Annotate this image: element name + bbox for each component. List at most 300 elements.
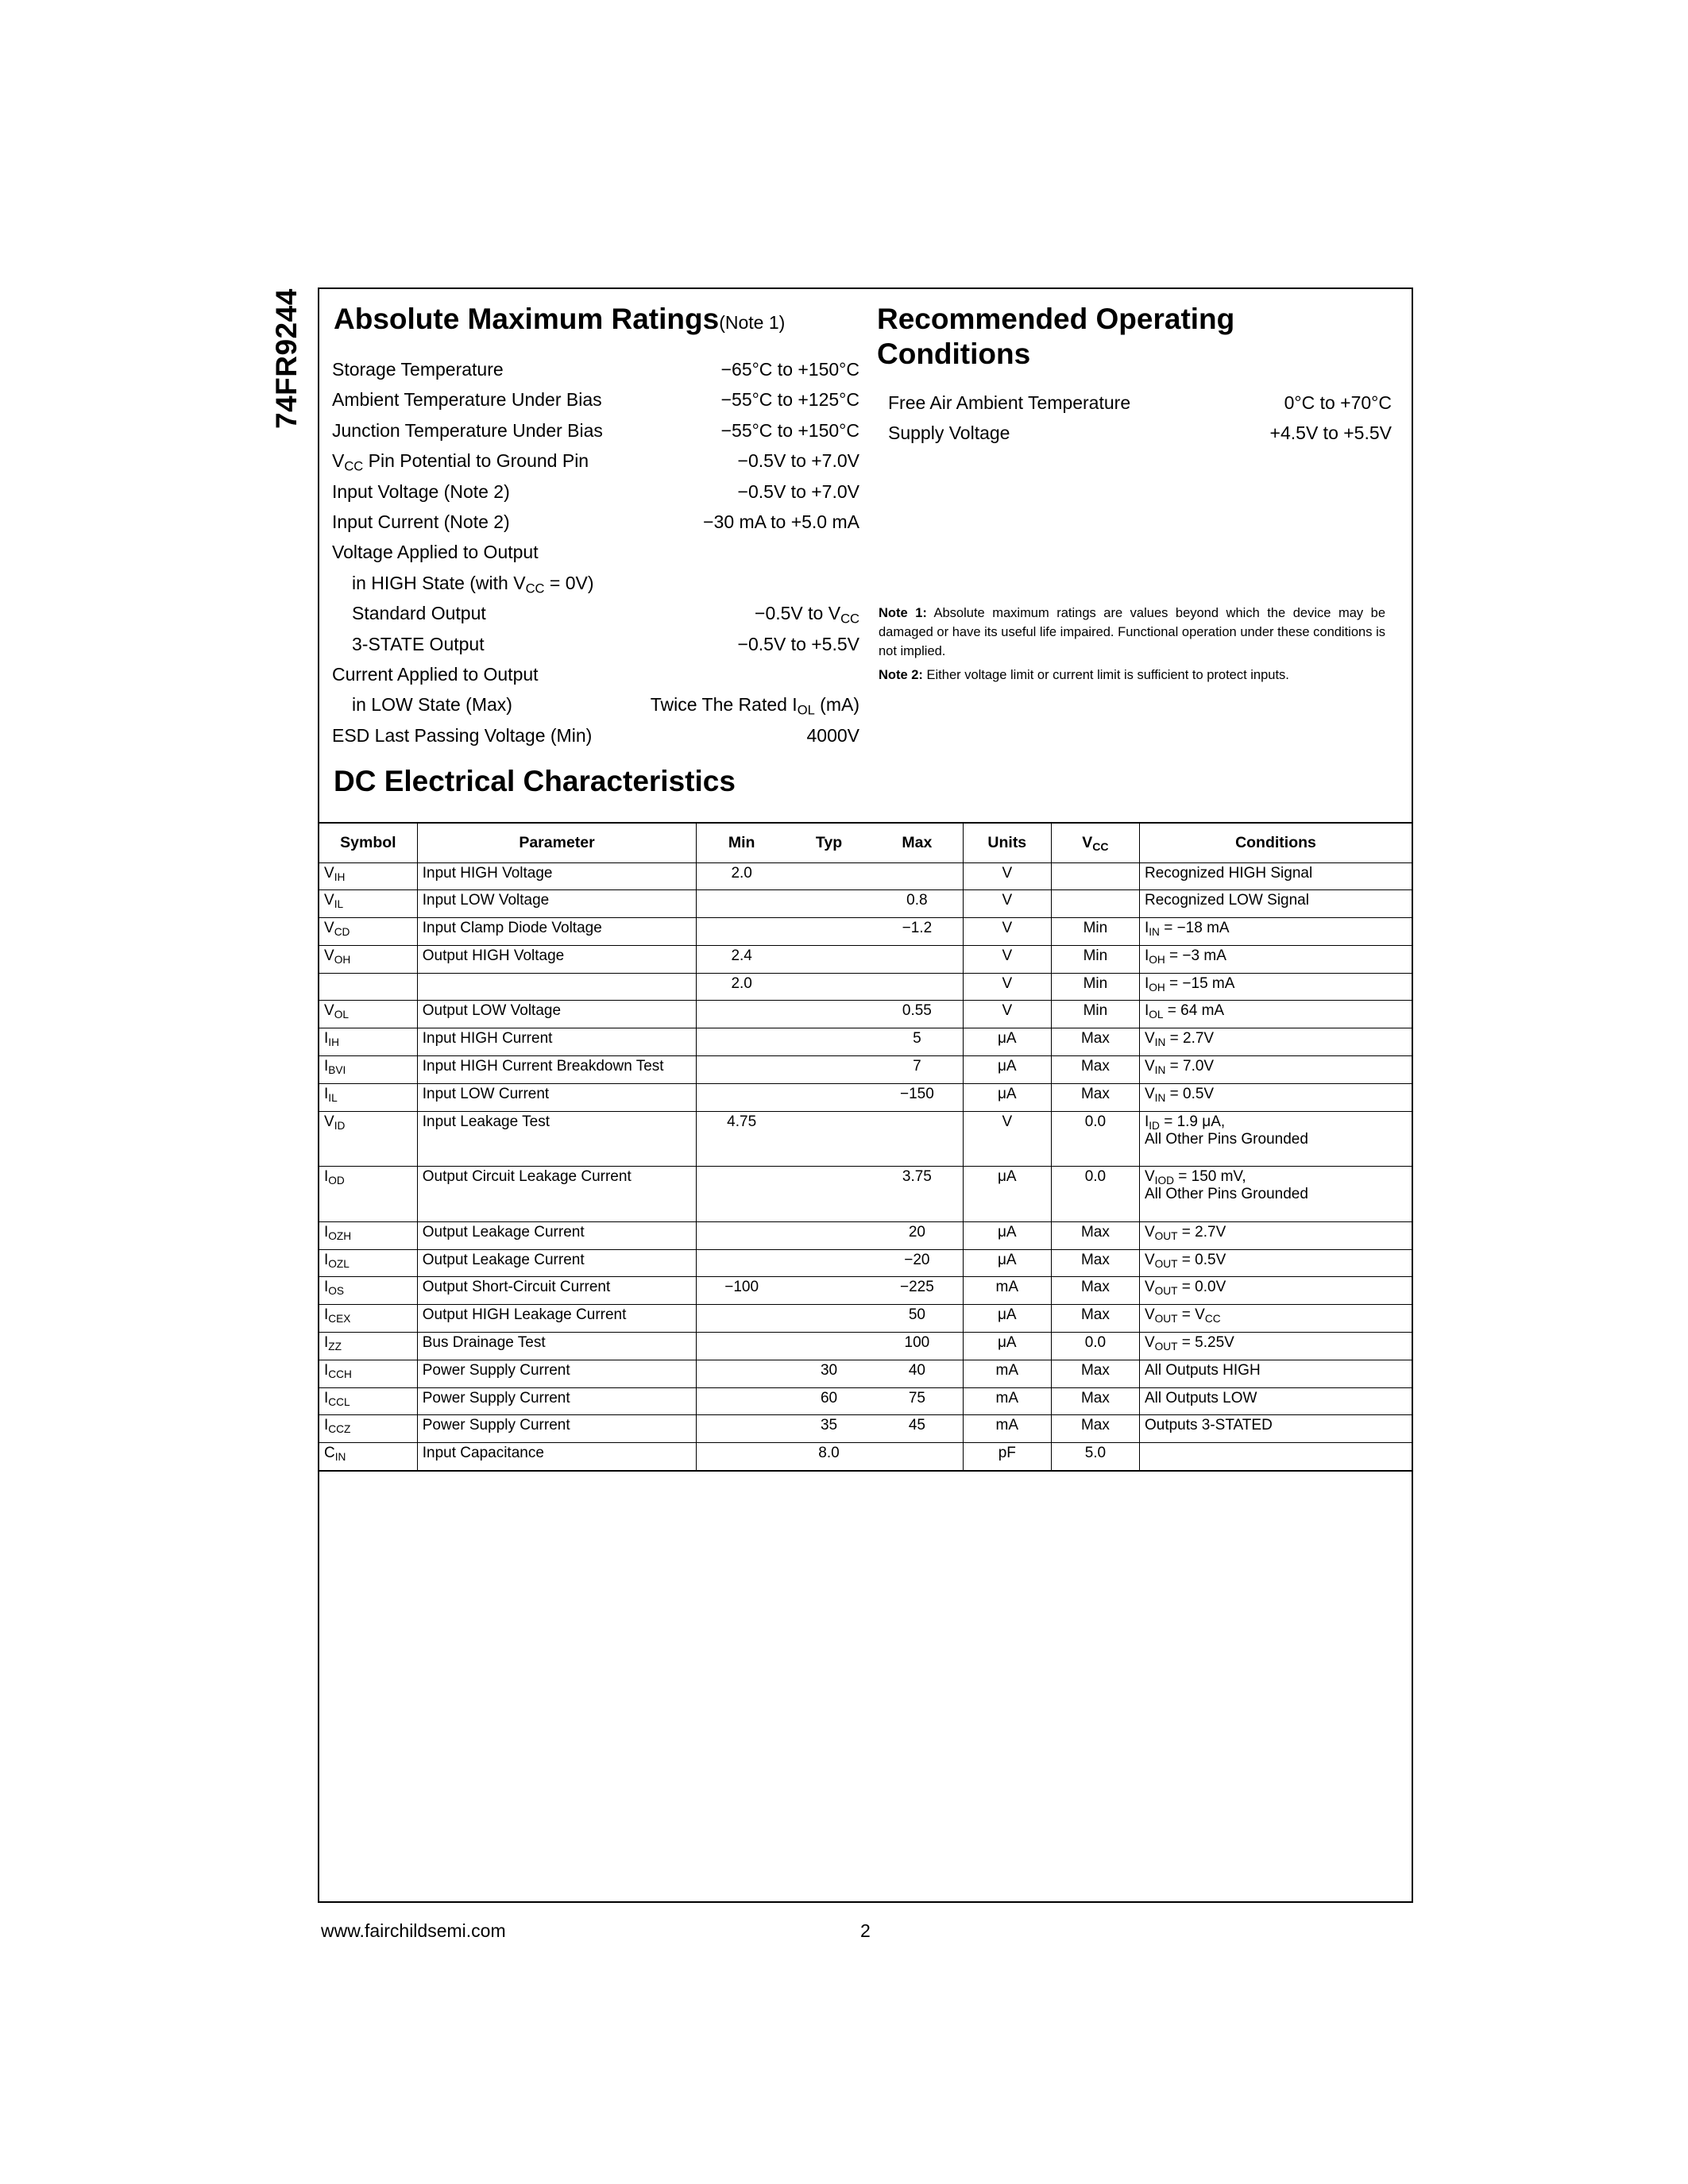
table-row [319, 1083, 1412, 1111]
cell-min [697, 1167, 786, 1222]
cell-conditions [1139, 918, 1412, 946]
table-row [319, 1305, 1412, 1333]
cell-max: 20 [871, 1221, 963, 1249]
condition-line [1145, 1334, 1407, 1352]
cell-symbol [319, 1443, 417, 1471]
cell-conditions: Recognized LOW Signal [1139, 890, 1412, 918]
cell-typ: 60 [786, 1387, 871, 1415]
table-row [319, 1221, 1412, 1249]
cell-min [697, 1360, 786, 1387]
cell-parameter: Input Clamp Diode Voltage [417, 918, 697, 946]
cell-max: 3.75 [871, 1167, 963, 1222]
table-row [319, 1056, 1412, 1084]
rating-row [332, 659, 859, 689]
rating-label: ESD Last Passing Voltage (Min) [332, 724, 593, 746]
cell-symbol [319, 1415, 417, 1443]
cell-symbol [319, 1056, 417, 1084]
cell-parameter: Input HIGH Current [417, 1028, 697, 1056]
condition-main: V [1144, 1334, 1155, 1352]
cell-max [871, 1111, 963, 1167]
header-vcc-sub: CC [1092, 839, 1109, 853]
note-paragraph [879, 666, 1385, 685]
header-vcc-main: V [1082, 833, 1093, 851]
symbol-main: I [324, 1058, 329, 1075]
cell-units: μA [963, 1221, 1051, 1249]
header-min: Min [697, 823, 786, 862]
cell-units: μA [963, 1056, 1051, 1084]
symbol-sub: ID [334, 1119, 346, 1132]
cell-vcc: 0.0 [1051, 1333, 1139, 1360]
cell-max: 40 [871, 1360, 963, 1387]
cell-parameter: Input LOW Current [417, 1083, 697, 1111]
rating-label: Standard Output [352, 603, 486, 624]
cell-symbol [319, 1111, 417, 1167]
cell-max: 50 [871, 1305, 963, 1333]
symbol-main: I [324, 1334, 329, 1352]
cell-typ [786, 918, 871, 946]
condition-line [1145, 1224, 1407, 1241]
cell-parameter: Output Circuit Leakage Current [417, 1167, 697, 1222]
cell-conditions [1139, 1333, 1412, 1360]
rating-label-main: in HIGH State (with V [352, 572, 526, 593]
symbol-main: I [324, 1085, 329, 1102]
cell-conditions: All Outputs HIGH [1139, 1360, 1412, 1387]
cell-units: μA [963, 1305, 1051, 1333]
cell-units: μA [963, 1249, 1051, 1277]
symbol-sub: CCH [328, 1368, 352, 1380]
cell-conditions: Outputs 3-STATED [1139, 1415, 1412, 1443]
symbol-sub: IN [334, 1451, 346, 1464]
cell-parameter: Power Supply Current [417, 1415, 697, 1443]
cell-symbol [319, 1360, 417, 1387]
cell-max: 45 [871, 1415, 963, 1443]
condition-sub: IN [1149, 925, 1160, 938]
symbol-sub: IH [334, 870, 346, 883]
table-row [319, 973, 1412, 1001]
cell-vcc: Max [1051, 1221, 1139, 1249]
cell-symbol [319, 1277, 417, 1305]
cell-max: 75 [871, 1387, 963, 1415]
condition-rest: = V [1177, 1306, 1205, 1324]
rating-label: Input Current (Note 2) [332, 511, 510, 532]
rating-label: in LOW State (Max) [352, 694, 512, 716]
symbol-sub: OZH [328, 1229, 352, 1242]
symbol-main: I [324, 1223, 329, 1241]
rating-value-main: −0.5V to V [755, 603, 841, 624]
symbol-main: V [324, 892, 334, 909]
condition-rest: = 2.7V [1177, 1223, 1226, 1241]
rating-label-main: V [332, 450, 345, 472]
cell-min [697, 1028, 786, 1056]
condition-sub: OH [1149, 953, 1165, 966]
cell-units: V [963, 918, 1051, 946]
condition-sub: OH [1149, 981, 1165, 994]
cell-units: V [963, 1001, 1051, 1028]
cell-min [697, 1083, 786, 1111]
table-row [319, 1387, 1412, 1415]
cell-symbol [319, 1305, 417, 1333]
cell-conditions [1139, 973, 1412, 1001]
condition-sub: IN [1154, 1036, 1166, 1049]
header-vcc [1051, 823, 1139, 862]
symbol-main: V [324, 1002, 334, 1020]
cell-symbol [319, 918, 417, 946]
rating-row [332, 354, 859, 384]
cell-parameter: Output HIGH Leakage Current [417, 1305, 697, 1333]
symbol-sub: OZL [328, 1257, 350, 1270]
rating-value: −55°C to +125°C [720, 389, 859, 411]
cell-typ [786, 862, 871, 890]
condition-line [1145, 947, 1407, 965]
table-row [319, 890, 1412, 918]
cell-max [871, 862, 963, 890]
header-typ: Typ [786, 823, 871, 862]
header-symbol: Symbol [319, 823, 417, 862]
cell-units: μA [963, 1028, 1051, 1056]
cell-symbol [319, 945, 417, 973]
footer-url: www.fairchildsemi.com [321, 1920, 506, 1941]
cell-max: −1.2 [871, 918, 963, 946]
symbol-main: I [324, 1417, 329, 1434]
dc-characteristics-table [319, 822, 1412, 1472]
cell-conditions [1139, 945, 1412, 973]
rating-row [332, 720, 859, 751]
dc-title: DC Electrical Characteristics [334, 765, 736, 797]
cell-parameter: Power Supply Current [417, 1360, 697, 1387]
rating-row [332, 477, 859, 507]
footer-page-number: 2 [860, 1920, 871, 1941]
rec-op-row [888, 388, 1392, 418]
condition-rest: = 7.0V [1165, 1058, 1215, 1075]
condition-rest: = 64 mA [1163, 1002, 1225, 1020]
header-conditions: Conditions [1139, 823, 1412, 862]
symbol-sub: CCL [328, 1395, 350, 1408]
rating-value-main: Twice The Rated I [650, 694, 798, 716]
header-units: Units [963, 823, 1051, 862]
cell-conditions [1139, 1305, 1412, 1333]
note-text: Either voltage limit or current limit is sufficient to protect inputs. [922, 668, 1289, 682]
cell-symbol [319, 1387, 417, 1415]
cell-vcc: Max [1051, 1387, 1139, 1415]
symbol-sub: OL [334, 1009, 349, 1021]
rating-row [332, 598, 859, 628]
cell-parameter: Input HIGH Current Breakdown Test [417, 1056, 697, 1084]
cell-vcc: Max [1051, 1056, 1139, 1084]
table-row [319, 1111, 1412, 1167]
cell-units: mA [963, 1360, 1051, 1387]
condition-sub: OL [1149, 1009, 1164, 1021]
cell-units: μA [963, 1083, 1051, 1111]
note-tag: Note 1: [879, 606, 927, 620]
cell-min [697, 1415, 786, 1443]
symbol-main: V [324, 920, 334, 937]
cell-symbol [319, 862, 417, 890]
rec-op-value: 0°C to +70°C [1284, 392, 1392, 413]
condition-main: I [1144, 920, 1149, 937]
rec-op-label: Free Air Ambient Temperature [888, 392, 1131, 413]
cell-conditions [1139, 1028, 1412, 1056]
rating-label [332, 446, 589, 476]
condition-line [1145, 1306, 1407, 1324]
condition-line [1145, 1168, 1407, 1186]
symbol-sub: IL [334, 898, 344, 911]
cell-vcc: Max [1051, 1360, 1139, 1387]
symbol-main: I [324, 1251, 329, 1268]
cell-min [697, 1249, 786, 1277]
cell-typ [786, 1111, 871, 1167]
cell-min [697, 1305, 786, 1333]
cell-vcc: Min [1051, 945, 1139, 973]
condition-rest: = 0.5V [1165, 1085, 1215, 1102]
cell-symbol [319, 890, 417, 918]
condition-main: I [1144, 974, 1149, 992]
cell-symbol [319, 1221, 417, 1249]
condition-line [1145, 1058, 1407, 1075]
cell-vcc: Min [1051, 973, 1139, 1001]
condition-line-2: All Other Pins Grounded [1144, 1186, 1308, 1203]
cell-conditions [1139, 1277, 1412, 1305]
condition-line-2: All Other Pins Grounded [1144, 1130, 1308, 1148]
table-row [319, 1277, 1412, 1305]
symbol-sub: OS [328, 1285, 345, 1298]
condition-sub: OUT [1154, 1340, 1178, 1352]
cell-typ [786, 1056, 871, 1084]
rec-op-title [877, 302, 1234, 372]
rating-row [332, 689, 859, 720]
rating-label [332, 568, 594, 598]
table-header-row [319, 823, 1412, 862]
cell-units: V [963, 1111, 1051, 1167]
notes-block [879, 604, 1385, 689]
cell-min: 4.75 [697, 1111, 786, 1167]
rating-value-sub: OL [797, 702, 815, 718]
cell-units: V [963, 862, 1051, 890]
cell-conditions: Recognized HIGH Signal [1139, 862, 1412, 890]
condition-rest: = −3 mA [1165, 947, 1226, 964]
cell-units: mA [963, 1415, 1051, 1443]
cell-max: 5 [871, 1028, 963, 1056]
cell-max: −20 [871, 1249, 963, 1277]
cell-max [871, 1443, 963, 1471]
cell-vcc: 0.0 [1051, 1111, 1139, 1167]
rating-label: Voltage Applied to Output [332, 542, 539, 563]
cell-min [697, 918, 786, 946]
cell-max: 7 [871, 1056, 963, 1084]
cell-typ [786, 1028, 871, 1056]
rating-value-rest: (mA) [814, 694, 859, 716]
cell-max: 100 [871, 1333, 963, 1360]
cell-symbol [319, 1333, 417, 1360]
rating-value: −0.5V to +5.5V [737, 633, 859, 654]
condition-rest: = 150 mV, [1173, 1168, 1246, 1186]
rec-op-row [888, 418, 1392, 448]
symbol-main: V [324, 947, 334, 964]
header-parameter: Parameter [417, 823, 697, 862]
condition-line [1145, 975, 1407, 993]
note-text: Absolute maximum ratings are values beyond which the device may be damaged or have its useful life impaired. Functional operation under these conditions is not implied. [879, 606, 1386, 658]
rating-label-rest: Pin Potential to Ground Pin [363, 450, 589, 472]
rating-row [332, 446, 859, 476]
rating-label: Ambient Temperature Under Bias [332, 389, 602, 411]
cell-parameter: Output Leakage Current [417, 1221, 697, 1249]
cell-conditions [1139, 1167, 1412, 1222]
condition-main: V [1144, 1251, 1155, 1268]
header-max: Max [871, 823, 963, 862]
cell-parameter: Power Supply Current [417, 1387, 697, 1415]
table-row [319, 1249, 1412, 1277]
abs-max-title-note: (Note 1) [719, 312, 786, 333]
cell-parameter: Input LOW Voltage [417, 890, 697, 918]
cell-units: V [963, 945, 1051, 973]
rating-value: 4000V [806, 724, 859, 746]
rating-label: Input Voltage (Note 2) [332, 480, 510, 502]
rating-value: −30 mA to +5.0 mA [703, 511, 859, 532]
abs-max-title-text: Absolute Maximum Ratings [334, 303, 720, 335]
rating-label-rest: = 0V) [544, 572, 594, 593]
condition-main: V [1144, 1058, 1155, 1075]
cell-typ [786, 1277, 871, 1305]
symbol-sub: ZZ [328, 1340, 342, 1352]
condition-main: I [1144, 947, 1149, 964]
cell-min [697, 1443, 786, 1471]
cell-max: 0.55 [871, 1001, 963, 1028]
cell-vcc: Max [1051, 1028, 1139, 1056]
cell-units: mA [963, 1277, 1051, 1305]
rating-label: Storage Temperature [332, 359, 504, 380]
cell-typ [786, 1249, 871, 1277]
cell-conditions: All Outputs LOW [1139, 1387, 1412, 1415]
rec-op-label: Supply Voltage [888, 423, 1010, 444]
condition-main: V [1144, 1085, 1155, 1102]
cell-conditions [1139, 1001, 1412, 1028]
cell-vcc: Min [1051, 918, 1139, 946]
condition-line [1145, 1030, 1407, 1048]
condition-main: V [1144, 1030, 1155, 1048]
cell-vcc: Max [1051, 1305, 1139, 1333]
symbol-main: C [324, 1445, 335, 1462]
condition-main: V [1144, 1279, 1155, 1296]
symbol-main: I [324, 1030, 329, 1048]
condition-sub: OUT [1154, 1257, 1178, 1270]
cell-vcc: Max [1051, 1249, 1139, 1277]
cell-units: μA [963, 1333, 1051, 1360]
rating-value: −0.5V to +7.0V [737, 480, 859, 502]
condition-rest: = −18 mA [1159, 920, 1230, 937]
side-part-number: 74FR9244 [270, 288, 303, 429]
cell-max: −225 [871, 1277, 963, 1305]
symbol-main: I [324, 1306, 329, 1324]
rating-value [651, 689, 859, 720]
rating-value: −65°C to +150°C [720, 359, 859, 380]
cell-parameter [417, 973, 697, 1001]
table-row [319, 918, 1412, 946]
cell-parameter: Input Leakage Test [417, 1111, 697, 1167]
rating-row [332, 629, 859, 659]
cell-typ [786, 1333, 871, 1360]
condition-rest: = 5.25V [1177, 1334, 1234, 1352]
cell-min [697, 1221, 786, 1249]
cell-typ: 8.0 [786, 1443, 871, 1471]
cell-parameter: Input HIGH Voltage [417, 862, 697, 890]
cell-max [871, 973, 963, 1001]
symbol-sub: IH [328, 1036, 339, 1049]
rating-row [332, 568, 859, 598]
note-tag: Note 2: [879, 668, 923, 682]
symbol-sub: CCZ [328, 1423, 351, 1436]
symbol-main: I [324, 1361, 329, 1379]
cell-symbol [319, 1028, 417, 1056]
table-row [319, 862, 1412, 890]
condition-rest: = 1.9 μA, [1159, 1113, 1226, 1130]
rating-value: −55°C to +150°C [720, 419, 859, 441]
cell-vcc: 0.0 [1051, 1167, 1139, 1222]
cell-units: pF [963, 1443, 1051, 1471]
cell-conditions [1139, 1083, 1412, 1111]
cell-min: 2.0 [697, 973, 786, 1001]
note-paragraph [879, 604, 1385, 661]
condition-line [1145, 1252, 1407, 1269]
rating-label: Current Applied to Output [332, 663, 539, 685]
table-row [319, 1028, 1412, 1056]
rec-op-list [888, 388, 1392, 449]
cell-parameter: Input Capacitance [417, 1443, 697, 1471]
rating-value: −0.5V to +7.0V [737, 450, 859, 472]
cell-symbol [319, 1083, 417, 1111]
cell-parameter: Output Leakage Current [417, 1249, 697, 1277]
rating-row [332, 415, 859, 446]
rating-label-sub: CC [525, 581, 545, 596]
cell-min [697, 1333, 786, 1360]
table-row [319, 945, 1412, 973]
cell-max [871, 945, 963, 973]
cell-typ: 35 [786, 1415, 871, 1443]
rating-label: 3-STATE Output [352, 633, 485, 654]
condition-line [1145, 1279, 1407, 1296]
cell-max: 0.8 [871, 890, 963, 918]
cell-parameter: Output Short-Circuit Current [417, 1277, 697, 1305]
condition-rest: = 0.5V [1177, 1251, 1226, 1268]
condition-main: V [1144, 1223, 1155, 1241]
condition-rest: = −15 mA [1165, 974, 1235, 992]
condition-line [1145, 1086, 1407, 1103]
cell-units: μA [963, 1167, 1051, 1222]
condition-line [1145, 1002, 1407, 1020]
abs-max-title [334, 302, 785, 340]
symbol-sub: IL [328, 1091, 338, 1104]
cell-typ [786, 1305, 871, 1333]
condition-sub: OUT [1154, 1229, 1178, 1242]
cell-typ [786, 1083, 871, 1111]
rating-row [332, 537, 859, 567]
condition-sub: IN [1154, 1063, 1166, 1076]
symbol-main: I [324, 1389, 329, 1406]
condition-line [1145, 920, 1407, 937]
cell-symbol [319, 1001, 417, 1028]
cell-min: 2.4 [697, 945, 786, 973]
rating-value [755, 598, 859, 628]
cell-typ [786, 1221, 871, 1249]
cell-min: −100 [697, 1277, 786, 1305]
rec-op-title-line1: Recommended Operating [877, 303, 1235, 335]
condition-sub: IN [1154, 1091, 1166, 1104]
condition-main: I [1144, 1002, 1149, 1020]
table-row [319, 1167, 1412, 1222]
cell-vcc: Max [1051, 1277, 1139, 1305]
cell-vcc: Min [1051, 1001, 1139, 1028]
cell-min [697, 1056, 786, 1084]
rating-value-sub: CC [840, 611, 859, 627]
cell-conditions [1139, 1221, 1412, 1249]
